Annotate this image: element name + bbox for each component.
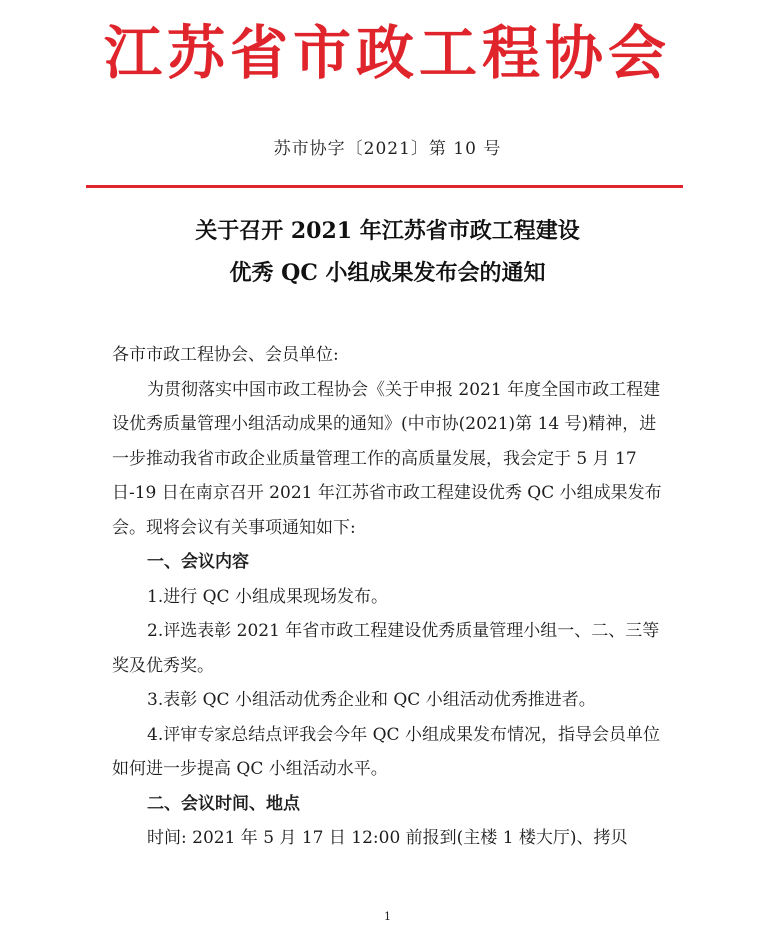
document-title-line-2: 优秀 QC 小组成果发布会的通知: [229, 260, 546, 286]
salutation: 各市市政工程协会、会员单位:: [112, 345, 339, 365]
list-item: 4.评审专家总结点评我会今年 QC 小组成果发布情况，指导会员单位如何进一步提高 QC 小组活动水平。: [112, 724, 660, 779]
organization-header: 江苏省市政工程协会: [103, 19, 671, 87]
list-item: 3.表彰 QC 小组活动优秀企业和 QC 小组活动优秀推进者。: [147, 690, 596, 710]
list-item: 1.进行 QC 小组成果现场发布。: [147, 586, 388, 607]
section-heading-time-place: 二、会议时间、地点: [147, 793, 300, 814]
document-number: 苏市协字〔2021〕第 10 号: [273, 139, 502, 159]
section-heading-content: 一、会议内容: [147, 552, 249, 572]
document-body: [112, 338, 662, 856]
list-item: 2.评选表彰 2021 年省市政工程建设优秀质量管理小组一、二、三等奖及优秀奖。: [112, 621, 660, 676]
time-line: 时间: 2021 年 5 月 17 日 12:00 前报到(主楼 1 楼大厅)、拷贝: [147, 828, 628, 848]
document-title-line-1: 关于召开 2021 年江苏省市政工程建设: [195, 218, 580, 244]
intro-paragraph: 为贯彻落实中国市政工程协会《关于申报 2021 年度全国市政工程建设优秀质量管理小组活动成果的通知》(中市协(2021)第 14 号)精神，进一步推动我省市政企业质量管理工作的高质量发展，我会定于 5 月 17 日-19 日在南京召开 2021 年江苏省市政工程建设优秀 QC 小组成果发布会。现将会议有关事项通知如下:: [112, 379, 662, 538]
page-number: 1: [384, 910, 391, 923]
red-divider: [86, 185, 683, 188]
